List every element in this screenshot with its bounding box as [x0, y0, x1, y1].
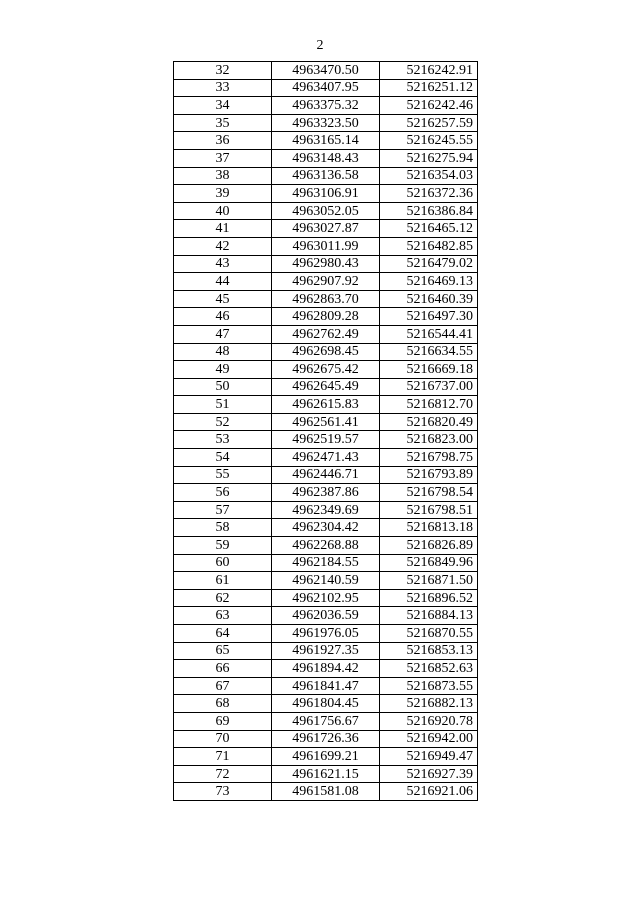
table-row: [174, 396, 478, 414]
x-coordinate-cell: 4962762.49: [272, 325, 380, 343]
table-row: [174, 343, 478, 361]
table-row: [174, 748, 478, 766]
table-row: [174, 431, 478, 449]
y-coordinate-cell: 5216798.54: [380, 484, 478, 502]
x-coordinate-cell: 4962102.95: [272, 589, 380, 607]
x-coordinate-cell: 4961621.15: [272, 765, 380, 783]
y-coordinate-cell: 5216242.46: [380, 97, 478, 115]
point-number-cell: 45: [174, 290, 272, 308]
table-row: [174, 202, 478, 220]
table-row: [174, 677, 478, 695]
x-coordinate-cell: 4962980.43: [272, 255, 380, 273]
point-number-cell: 69: [174, 712, 272, 730]
y-coordinate-cell: 5216669.18: [380, 361, 478, 379]
table-row: [174, 660, 478, 678]
y-coordinate-cell: 5216275.94: [380, 149, 478, 167]
point-number-cell: 48: [174, 343, 272, 361]
point-number-cell: 58: [174, 519, 272, 537]
x-coordinate-cell: 4962645.49: [272, 378, 380, 396]
point-number-cell: 53: [174, 431, 272, 449]
table-row: [174, 625, 478, 643]
y-coordinate-cell: 5216882.13: [380, 695, 478, 713]
table-row: [174, 501, 478, 519]
point-number-cell: 54: [174, 449, 272, 467]
point-number-cell: 73: [174, 783, 272, 801]
x-coordinate-cell: 4962615.83: [272, 396, 380, 414]
x-coordinate-cell: 4962349.69: [272, 501, 380, 519]
y-coordinate-cell: 5216873.55: [380, 677, 478, 695]
table-row: [174, 466, 478, 484]
point-number-cell: 39: [174, 185, 272, 203]
point-number-cell: 37: [174, 149, 272, 167]
point-number-cell: 59: [174, 537, 272, 555]
point-number-cell: 72: [174, 765, 272, 783]
table-row: [174, 62, 478, 80]
x-coordinate-cell: 4961976.05: [272, 625, 380, 643]
point-number-cell: 49: [174, 361, 272, 379]
y-coordinate-cell: 5216469.13: [380, 273, 478, 291]
point-number-cell: 50: [174, 378, 272, 396]
x-coordinate-cell: 4963148.43: [272, 149, 380, 167]
point-number-cell: 40: [174, 202, 272, 220]
x-coordinate-cell: 4961699.21: [272, 748, 380, 766]
point-number-cell: 55: [174, 466, 272, 484]
point-number-cell: 70: [174, 730, 272, 748]
point-number-cell: 33: [174, 79, 272, 97]
table-row: [174, 783, 478, 801]
table-row: [174, 149, 478, 167]
table-row: [174, 325, 478, 343]
x-coordinate-cell: 4962304.42: [272, 519, 380, 537]
x-coordinate-cell: 4961726.36: [272, 730, 380, 748]
point-number-cell: 66: [174, 660, 272, 678]
point-number-cell: 35: [174, 114, 272, 132]
table-row: [174, 519, 478, 537]
x-coordinate-cell: 4961894.42: [272, 660, 380, 678]
x-coordinate-cell: 4963027.87: [272, 220, 380, 238]
point-number-cell: 63: [174, 607, 272, 625]
coordinates-table-container: [173, 61, 477, 801]
table-row: [174, 554, 478, 572]
y-coordinate-cell: 5216386.84: [380, 202, 478, 220]
point-number-cell: 42: [174, 237, 272, 255]
y-coordinate-cell: 5216871.50: [380, 572, 478, 590]
table-row: [174, 642, 478, 660]
x-coordinate-cell: 4963106.91: [272, 185, 380, 203]
y-coordinate-cell: 5216896.52: [380, 589, 478, 607]
x-coordinate-cell: 4962268.88: [272, 537, 380, 555]
y-coordinate-cell: 5216812.70: [380, 396, 478, 414]
y-coordinate-cell: 5216823.00: [380, 431, 478, 449]
table-row: [174, 114, 478, 132]
y-coordinate-cell: 5216949.47: [380, 748, 478, 766]
point-number-cell: 61: [174, 572, 272, 590]
table-row: [174, 378, 478, 396]
point-number-cell: 52: [174, 413, 272, 431]
table-row: [174, 220, 478, 238]
y-coordinate-cell: 5216870.55: [380, 625, 478, 643]
x-coordinate-cell: 4962809.28: [272, 308, 380, 326]
x-coordinate-cell: 4963375.32: [272, 97, 380, 115]
point-number-cell: 38: [174, 167, 272, 185]
y-coordinate-cell: 5216544.41: [380, 325, 478, 343]
x-coordinate-cell: 4961756.67: [272, 712, 380, 730]
point-number-cell: 71: [174, 748, 272, 766]
x-coordinate-cell: 4962140.59: [272, 572, 380, 590]
point-number-cell: 36: [174, 132, 272, 150]
y-coordinate-cell: 5216927.39: [380, 765, 478, 783]
x-coordinate-cell: 4962675.42: [272, 361, 380, 379]
x-coordinate-cell: 4963165.14: [272, 132, 380, 150]
y-coordinate-cell: 5216826.89: [380, 537, 478, 555]
x-coordinate-cell: 4962561.41: [272, 413, 380, 431]
x-coordinate-cell: 4963407.95: [272, 79, 380, 97]
x-coordinate-cell: 4961927.35: [272, 642, 380, 660]
y-coordinate-cell: 5216482.85: [380, 237, 478, 255]
y-coordinate-cell: 5216245.55: [380, 132, 478, 150]
x-coordinate-cell: 4963011.99: [272, 237, 380, 255]
y-coordinate-cell: 5216920.78: [380, 712, 478, 730]
y-coordinate-cell: 5216737.00: [380, 378, 478, 396]
x-coordinate-cell: 4961804.45: [272, 695, 380, 713]
table-row: [174, 185, 478, 203]
table-row: [174, 361, 478, 379]
y-coordinate-cell: 5216460.39: [380, 290, 478, 308]
point-number-cell: 60: [174, 554, 272, 572]
coordinates-table-body: [174, 62, 478, 801]
y-coordinate-cell: 5216793.89: [380, 466, 478, 484]
x-coordinate-cell: 4962036.59: [272, 607, 380, 625]
table-row: [174, 730, 478, 748]
y-coordinate-cell: 5216479.02: [380, 255, 478, 273]
y-coordinate-cell: 5216813.18: [380, 519, 478, 537]
point-number-cell: 62: [174, 589, 272, 607]
x-coordinate-cell: 4963136.58: [272, 167, 380, 185]
table-row: [174, 484, 478, 502]
y-coordinate-cell: 5216251.12: [380, 79, 478, 97]
table-row: [174, 290, 478, 308]
table-row: [174, 255, 478, 273]
x-coordinate-cell: 4962907.92: [272, 273, 380, 291]
x-coordinate-cell: 4963052.05: [272, 202, 380, 220]
table-row: [174, 308, 478, 326]
table-row: [174, 589, 478, 607]
point-number-cell: 46: [174, 308, 272, 326]
y-coordinate-cell: 5216852.63: [380, 660, 478, 678]
point-number-cell: 44: [174, 273, 272, 291]
y-coordinate-cell: 5216497.30: [380, 308, 478, 326]
point-number-cell: 67: [174, 677, 272, 695]
y-coordinate-cell: 5216372.36: [380, 185, 478, 203]
y-coordinate-cell: 5216849.96: [380, 554, 478, 572]
coordinates-table: [173, 61, 478, 801]
point-number-cell: 34: [174, 97, 272, 115]
table-row: [174, 712, 478, 730]
table-row: [174, 273, 478, 291]
y-coordinate-cell: 5216942.00: [380, 730, 478, 748]
table-row: [174, 572, 478, 590]
table-row: [174, 97, 478, 115]
x-coordinate-cell: 4962519.57: [272, 431, 380, 449]
table-row: [174, 79, 478, 97]
x-coordinate-cell: 4962387.86: [272, 484, 380, 502]
y-coordinate-cell: 5216884.13: [380, 607, 478, 625]
x-coordinate-cell: 4962446.71: [272, 466, 380, 484]
y-coordinate-cell: 5216820.49: [380, 413, 478, 431]
table-row: [174, 537, 478, 555]
point-number-cell: 43: [174, 255, 272, 273]
point-number-cell: 65: [174, 642, 272, 660]
table-row: [174, 607, 478, 625]
point-number-cell: 32: [174, 62, 272, 80]
table-row: [174, 132, 478, 150]
y-coordinate-cell: 5216257.59: [380, 114, 478, 132]
x-coordinate-cell: 4963323.50: [272, 114, 380, 132]
y-coordinate-cell: 5216634.55: [380, 343, 478, 361]
y-coordinate-cell: 5216354.03: [380, 167, 478, 185]
table-row: [174, 237, 478, 255]
y-coordinate-cell: 5216465.12: [380, 220, 478, 238]
page-number: 2: [316, 38, 324, 53]
y-coordinate-cell: 5216798.51: [380, 501, 478, 519]
y-coordinate-cell: 5216242.91: [380, 62, 478, 80]
point-number-cell: 51: [174, 396, 272, 414]
y-coordinate-cell: 5216853.13: [380, 642, 478, 660]
point-number-cell: 68: [174, 695, 272, 713]
x-coordinate-cell: 4961581.08: [272, 783, 380, 801]
x-coordinate-cell: 4961841.47: [272, 677, 380, 695]
table-row: [174, 449, 478, 467]
x-coordinate-cell: 4962698.45: [272, 343, 380, 361]
y-coordinate-cell: 5216798.75: [380, 449, 478, 467]
x-coordinate-cell: 4962184.55: [272, 554, 380, 572]
table-row: [174, 413, 478, 431]
x-coordinate-cell: 4962471.43: [272, 449, 380, 467]
x-coordinate-cell: 4963470.50: [272, 62, 380, 80]
point-number-cell: 64: [174, 625, 272, 643]
table-row: [174, 765, 478, 783]
x-coordinate-cell: 4962863.70: [272, 290, 380, 308]
point-number-cell: 41: [174, 220, 272, 238]
y-coordinate-cell: 5216921.06: [380, 783, 478, 801]
table-row: [174, 695, 478, 713]
table-row: [174, 167, 478, 185]
point-number-cell: 57: [174, 501, 272, 519]
point-number-cell: 56: [174, 484, 272, 502]
point-number-cell: 47: [174, 325, 272, 343]
